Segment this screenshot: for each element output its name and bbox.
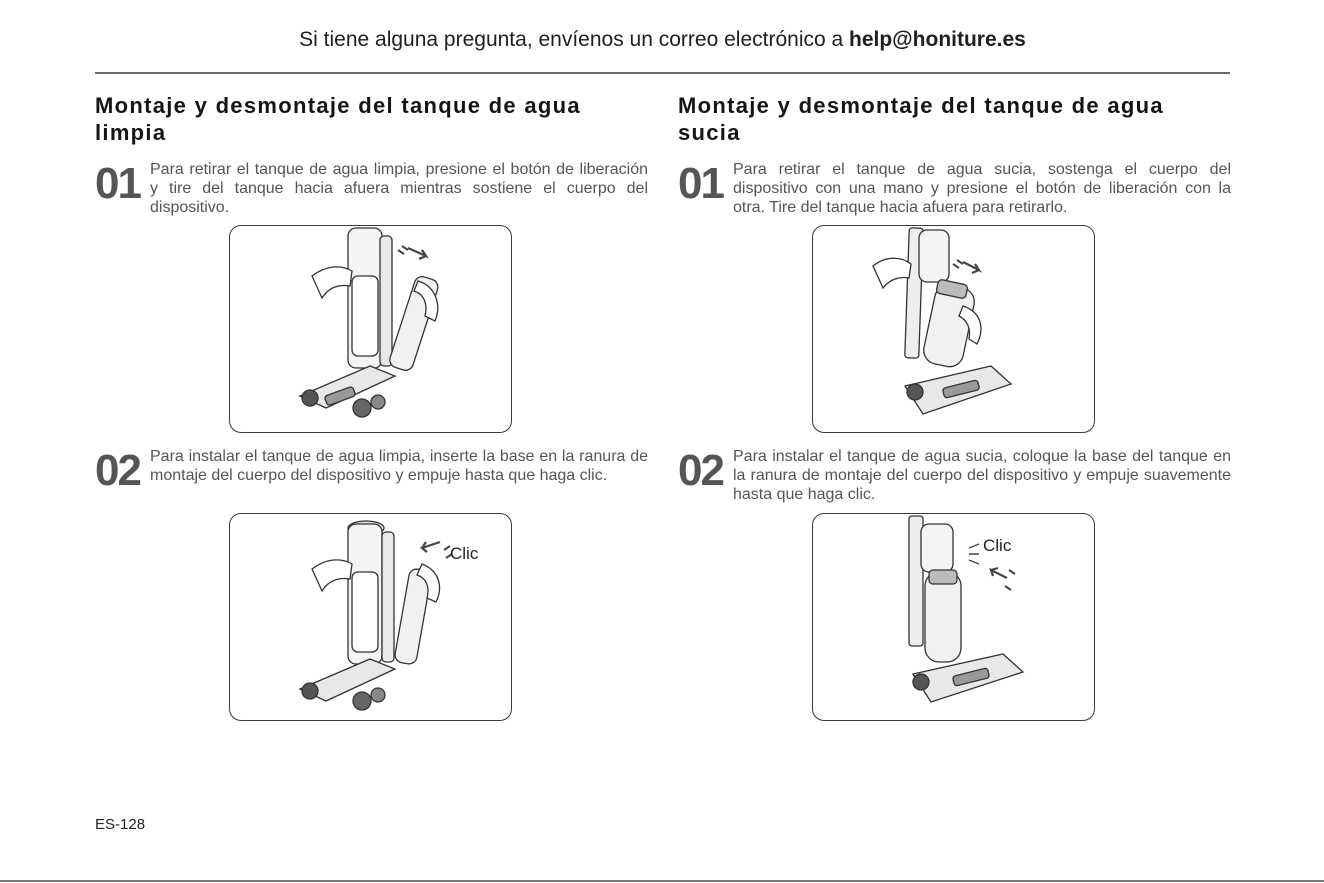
step-text: Para retirar el tanque de agua sucia, sostenga el cuerpo del dispositivo con una mano y presione el botón de liberación con la otra. Tire del tanque hacia afuera para retirarlo. [733, 161, 1231, 216]
remove-dirty-tank-illustration [812, 225, 1095, 433]
step-number: 01 [95, 159, 140, 208]
click-label: Clic [983, 536, 1012, 555]
install-dirty-tank-illustration [812, 513, 1095, 721]
contact-text: Si tiene alguna pregunta, envíenos un correo electrónico a [299, 28, 850, 51]
step-number: 02 [678, 446, 723, 495]
bottom-divider [0, 880, 1324, 882]
click-label: Clic [450, 544, 479, 563]
section-title: Montaje y desmontaje del tanque de agua limpia [95, 93, 581, 145]
remove-clean-tank-illustration [229, 225, 512, 433]
section-title: Montaje y desmontaje del tanque de agua sucia [678, 93, 1164, 145]
install-clean-tank-illustration [229, 513, 512, 721]
step-number: 01 [678, 159, 723, 208]
step-text: Para instalar el tanque de agua sucia, coloque la base del tanque en la ranura de montaje del cuerpo del dispositivo y empuje suavemente hasta que haga clic. [733, 448, 1231, 503]
page-number: ES-128 [95, 816, 146, 833]
step-number: 02 [95, 446, 140, 495]
clean-tank-section [95, 92, 650, 721]
step-text: Para instalar el tanque de agua limpia, inserte la base en la ranura de montaje del cuerpo del dispositivo y empuje hasta que haga clic. [150, 448, 648, 484]
step-text: Para retirar el tanque de agua limpia, presione el botón de liberación y tire del tanque hacia afuera mientras sostiene el cuerpo del dispositivo. [150, 161, 648, 216]
dirty-tank-section [678, 92, 1233, 721]
contact-header [95, 28, 1230, 74]
contact-email[interactable]: help@honiture.es [849, 28, 1026, 51]
